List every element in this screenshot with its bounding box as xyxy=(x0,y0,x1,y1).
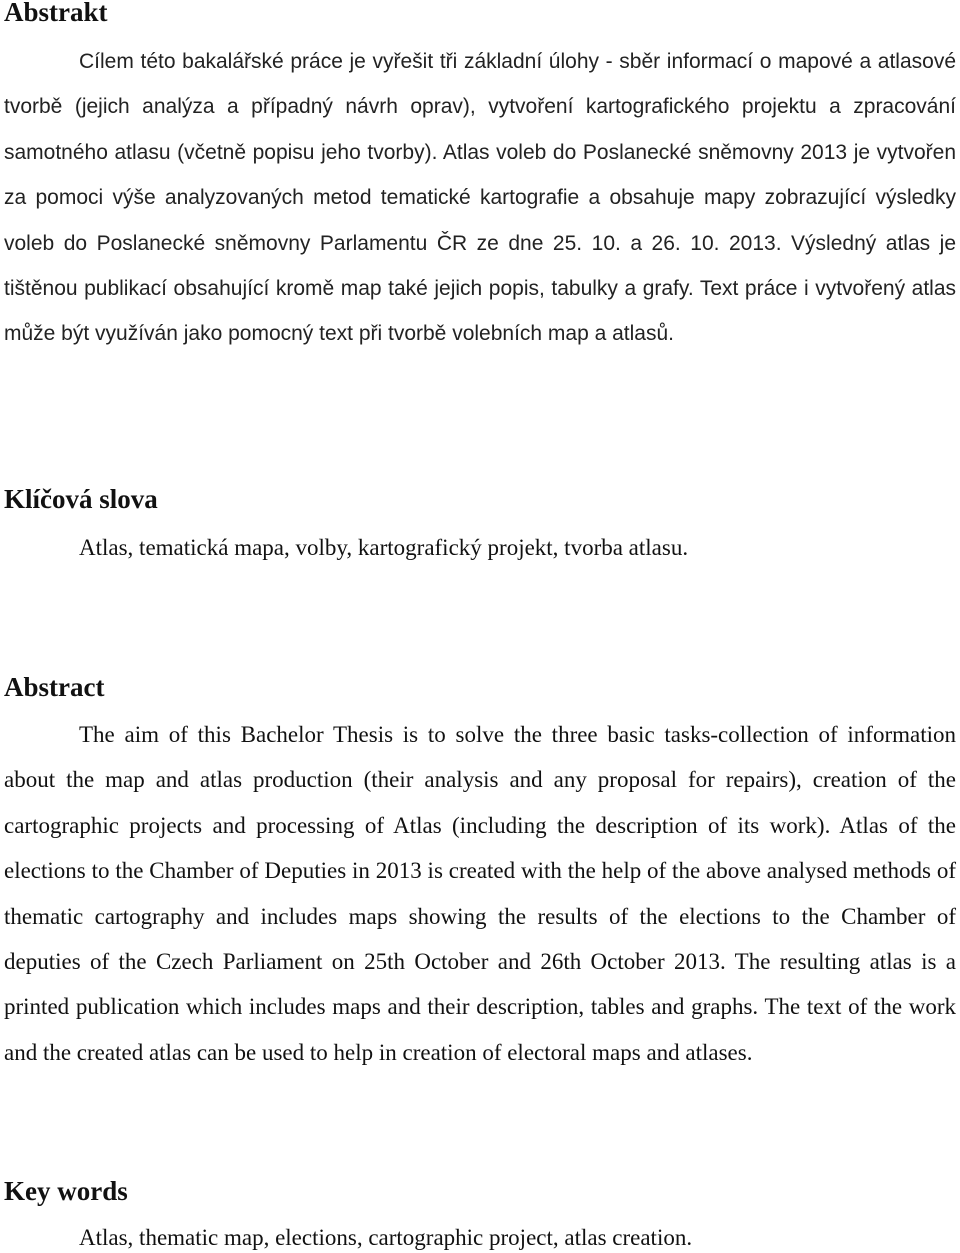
key-words-heading: Key words xyxy=(4,1176,128,1206)
abstract-heading: Abstract xyxy=(4,672,105,702)
abstract-paragraph: The aim of this Bachelor Thesis is to solve the three basic tasks-collection of information about the map and atlas production (their analysis and any proposal for repairs), creation of the cartographic projects and processing of Atlas (including the description of its work). Atlas of the elections to the Chamber of Deputies in 2013 is created with the help of the above analysed methods of thematic cartography and includes maps showing the results of the elections to the Chamber of deputies of the Czech Parliament on 25th October and 26th October 2013. The resulting atlas is a printed publication which includes maps and their description, tables and graphs. The text of the work and the created atlas can be used to help in creation of electoral maps and atlases. xyxy=(4,722,956,1065)
abstrakt-paragraph: Cílem této bakalářské práce je vyřešit tři základní úlohy - sběr informací o mapové a atlasové tvorbě (jejich analýza a případný návrh oprav), vytvoření kartografického projektu a zpracování samotného atlasu (včetně popisu jeho tvorby). Atlas voleb do Poslanecké sněmovny 2013 je vytvořen za pomoci výše analyzovaných metod tematické kartografie a obsahuje mapy zobrazující výsledky voleb do Poslanecké sněmovny Parlamentu ČR ze dne 25. 10. a 26. 10. 2013. Výsledný atlas je tištěnou publikací obsahující kromě map také jejich popis, tabulky a grafy. Text práce i vytvořený atlas může být využíván jako pomocný text při tvorbě volebních map a atlasů. xyxy=(4,50,956,346)
key-words-text: Atlas, thematic map, elections, cartographic project, atlas creation. xyxy=(79,1225,693,1250)
klicova-slova-heading: Klíčová slova xyxy=(4,484,158,514)
klicova-slova-text: Atlas, tematická mapa, volby, kartografický projekt, tvorba atlasu. xyxy=(79,535,689,560)
abstrakt-heading: Abstrakt xyxy=(4,0,108,27)
